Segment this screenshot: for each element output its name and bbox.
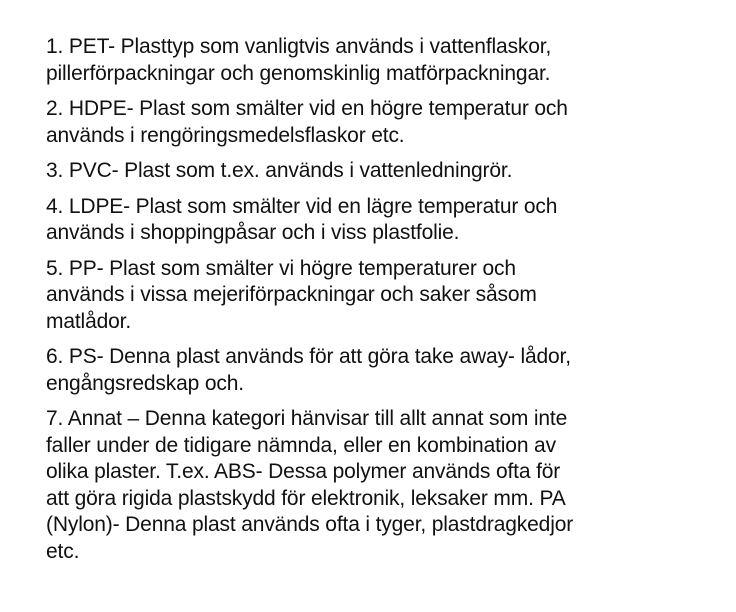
item-line: olika plaster. T.ex. ABS- Dessa polymer används ofta för: [46, 460, 561, 483]
item-line: pillerförpackningar och genomskinlig matförpackningar.: [46, 61, 551, 85]
item-line: 3. PVC- Plast som t.ex. används i vattenledningrör.: [46, 159, 513, 182]
list-item-ps: [46, 344, 718, 397]
list-item-pet: [46, 34, 718, 87]
list-item-ldpe: [46, 194, 718, 247]
item-line: matlådor.: [46, 309, 132, 333]
list-item-pp: [46, 256, 718, 336]
item-line: 4. LDPE- Plast som smälter vid en lägre temperatur och: [46, 194, 558, 218]
item-line: 6. PS- Denna plast används för att göra take away- lådor,: [46, 345, 571, 368]
item-line: 5. PP- Plast som smälter vi högre temperaturer och: [46, 256, 516, 280]
item-line: 2. HDPE- Plast som smälter vid en högre temperatur och: [46, 97, 568, 120]
item-line: används i vissa mejeriförpackningar och saker såsom: [46, 283, 537, 306]
item-line: etc.: [46, 539, 80, 563]
list-item-pvc: [46, 158, 718, 185]
item-line: faller under de tidigare nämnda, eller en kombination av: [46, 433, 556, 457]
item-line: används i rengöringsmedelsflaskor etc.: [46, 123, 405, 147]
item-line: engångsredskap och.: [46, 371, 244, 395]
list-item-other: [46, 406, 718, 565]
list-item-hdpe: [46, 96, 718, 149]
item-line: 1. PET- Plasttyp som vanligtvis används i vattenflaskor,: [46, 35, 552, 58]
item-line: 7. Annat – Denna kategori hänvisar till allt annat som inte: [46, 407, 568, 430]
item-line: (Nylon)- Denna plast används ofta i tyger, plastdragkedjor: [46, 513, 574, 536]
item-line: att göra rigida plastskydd för elektronik, leksaker mm. PA: [46, 486, 566, 510]
document-body: [46, 34, 718, 574]
item-line: används i shoppingpåsar och i viss plastfolie.: [46, 221, 460, 244]
